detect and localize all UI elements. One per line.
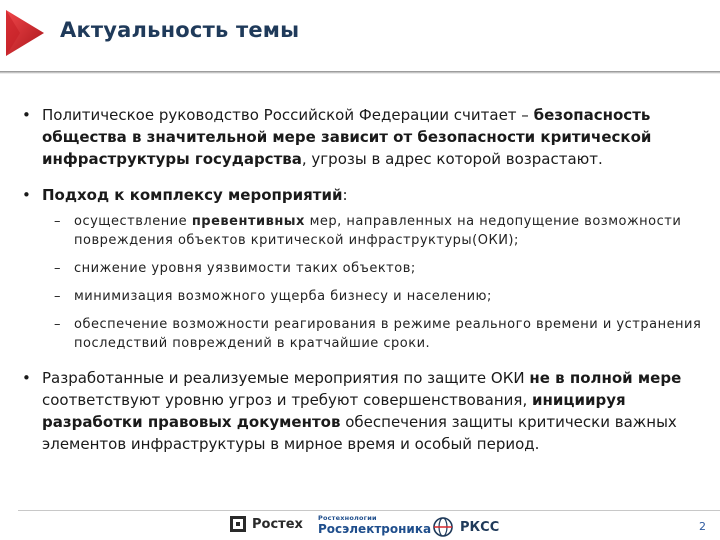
rkss-globe-icon — [432, 516, 454, 538]
roselektronika-logo-top: Ростехнологии — [318, 514, 377, 522]
title-divider — [0, 71, 720, 74]
bullet-text: Политическое руководство Российской Федерации считает – — [42, 106, 534, 124]
rostec-logo-text: Ростех — [252, 516, 303, 532]
sub-list — [42, 212, 708, 353]
sub-list-item — [42, 287, 708, 306]
rkss-logo — [432, 516, 499, 538]
bullet-text-bold: инициируя разработки правовых документов — [42, 391, 626, 431]
dash-marker: – — [54, 289, 61, 304]
bullet-text: обеспечения защиты критически важных элементов инфраструктуры в мирное время и особый период. — [42, 413, 677, 453]
bullet-item — [22, 367, 708, 455]
sub-text: снижение уровня уязвимости таких объектов; — [74, 261, 416, 276]
bullet-text: : — [342, 186, 348, 204]
rkss-logo-text: РКСС — [460, 519, 500, 535]
sub-text: мер, направленных на недопущение возможности повреждения объектов критической инфраструктуры(ОКИ); — [74, 214, 682, 248]
bullet-item — [22, 104, 708, 170]
sub-text-bold: превентивных — [191, 214, 305, 229]
content-area — [22, 104, 708, 469]
page-number: 2 — [699, 520, 706, 533]
roselektronika-logo — [318, 514, 431, 536]
footer — [0, 512, 720, 540]
roselektronika-logo-text: Росэлектроника — [318, 522, 432, 536]
sub-list-item — [42, 212, 708, 250]
sub-text: осуществление — [74, 214, 192, 229]
page-title: Актуальность темы — [60, 18, 300, 42]
rostec-square-icon — [230, 516, 246, 532]
title-bar — [0, 0, 720, 72]
bullet-item — [22, 184, 708, 353]
dash-marker: – — [54, 317, 61, 332]
sub-text: минимизация возможного ущерба бизнесу и населению; — [74, 289, 492, 304]
bullet-text-bold: безопасность общества в значительной мере зависит от безопасности критической инфраструктуры государства — [42, 106, 652, 168]
dash-marker: – — [54, 261, 61, 276]
red-arrow-icon — [0, 8, 48, 58]
bullet-text: Разработанные и реализуемые мероприятия по защите ОКИ — [42, 369, 530, 387]
sub-text: обеспечение возможности реагирования в режиме реального времени и устранения последствий повреждений в кратчайшие сроки. — [74, 317, 702, 351]
dash-marker: – — [54, 214, 61, 229]
bullet-text-bold: не в полной мере — [529, 369, 682, 387]
bullet-text: соответствуют уровню угроз и требуют совершенствования, — [42, 391, 532, 409]
bullet-text-bold: Подход к комплексу мероприятий — [42, 186, 343, 204]
sub-list-item — [42, 315, 708, 353]
rostec-logo — [230, 516, 303, 532]
footer-divider — [18, 510, 720, 511]
sub-list-item — [42, 259, 708, 278]
bullet-text: , угрозы в адрес которой возрастают. — [301, 150, 603, 168]
